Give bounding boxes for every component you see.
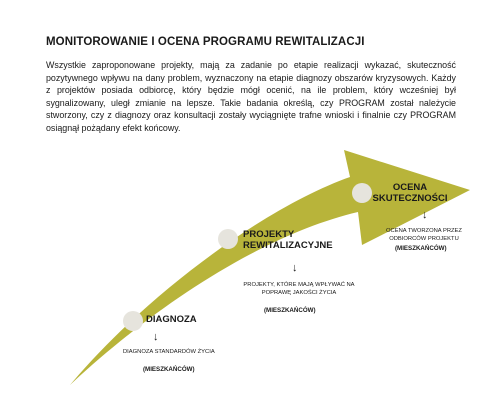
stage-desc-projekty-line1: PROJEKTY, KTÓRE MAJĄ WPŁYWAĆ NA xyxy=(243,282,355,288)
stage-desc-ocena-line1: OCENA TWORZONA PRZEZ xyxy=(386,228,462,234)
stage-marker-diagnoza xyxy=(123,311,143,331)
arrow-down-icon: ↓ xyxy=(153,331,159,343)
page-title: MONITOROWANIE I OCENA PROGRAMU REWITALIZACJI xyxy=(46,36,365,48)
arrow-down-icon: ↓ xyxy=(422,209,428,221)
stage-label-projekty-line1: PROJEKTY xyxy=(243,229,295,240)
stage-desc-ocena xyxy=(374,227,474,243)
stage-desc-projekty-line2: POPRAWĘ JAKOŚCI ŻYCIA xyxy=(261,290,337,296)
stage-tag-ocena: (MIESZKAŃCÓW) xyxy=(395,245,447,252)
stage-marker-ocena xyxy=(352,183,372,203)
stage-label-ocena xyxy=(370,182,450,204)
stage-tag-diagnoza: (MIESZKAŃCÓW) xyxy=(143,366,195,373)
stage-desc-ocena-line2: ODBIORCÓW PROJEKTU xyxy=(389,236,459,242)
stage-desc-diagnoza: DIAGNOZA STANDARDÓW ŻYCIA xyxy=(123,349,215,355)
stage-marker-projekty xyxy=(218,229,238,249)
stage-label-projekty-line2: REWITALIZACYJNE xyxy=(243,240,333,251)
stage-label-ocena-line1: OCENA xyxy=(392,182,428,193)
arrow-down-icon: ↓ xyxy=(292,262,298,274)
intro-paragraph: Wszystkie zaproponowane projekty, mają za zadanie po etapie realizacji wykazać, skuteczność pozytywnego wpływu na dany problem, wyznaczony na etapie diagnozy obszarów kryzysowych. Każdy z projektów posiada odbiorcę, który będzie mógł ocenić, na ile problem, który wcześniej był sygnalizowany, uległ zmianie na lepsze. Takie badania określą, czy PROGRAM został należycie stworzony, czy z diagnozy oraz konsultacji zostały wyciągnięte trafne wnioski i finalnie czy PROGRAM osiągnął pożądany efekt końcowy. xyxy=(46,60,456,133)
stage-label-ocena-line2: SKUTECZNOŚCI xyxy=(372,193,448,204)
stage-desc-projekty xyxy=(234,281,364,297)
stage-tag-projekty: (MIESZKAŃCÓW) xyxy=(264,307,316,314)
stage-label-diagnoza: DIAGNOZA xyxy=(146,314,197,325)
stage-label-projekty xyxy=(243,229,333,251)
